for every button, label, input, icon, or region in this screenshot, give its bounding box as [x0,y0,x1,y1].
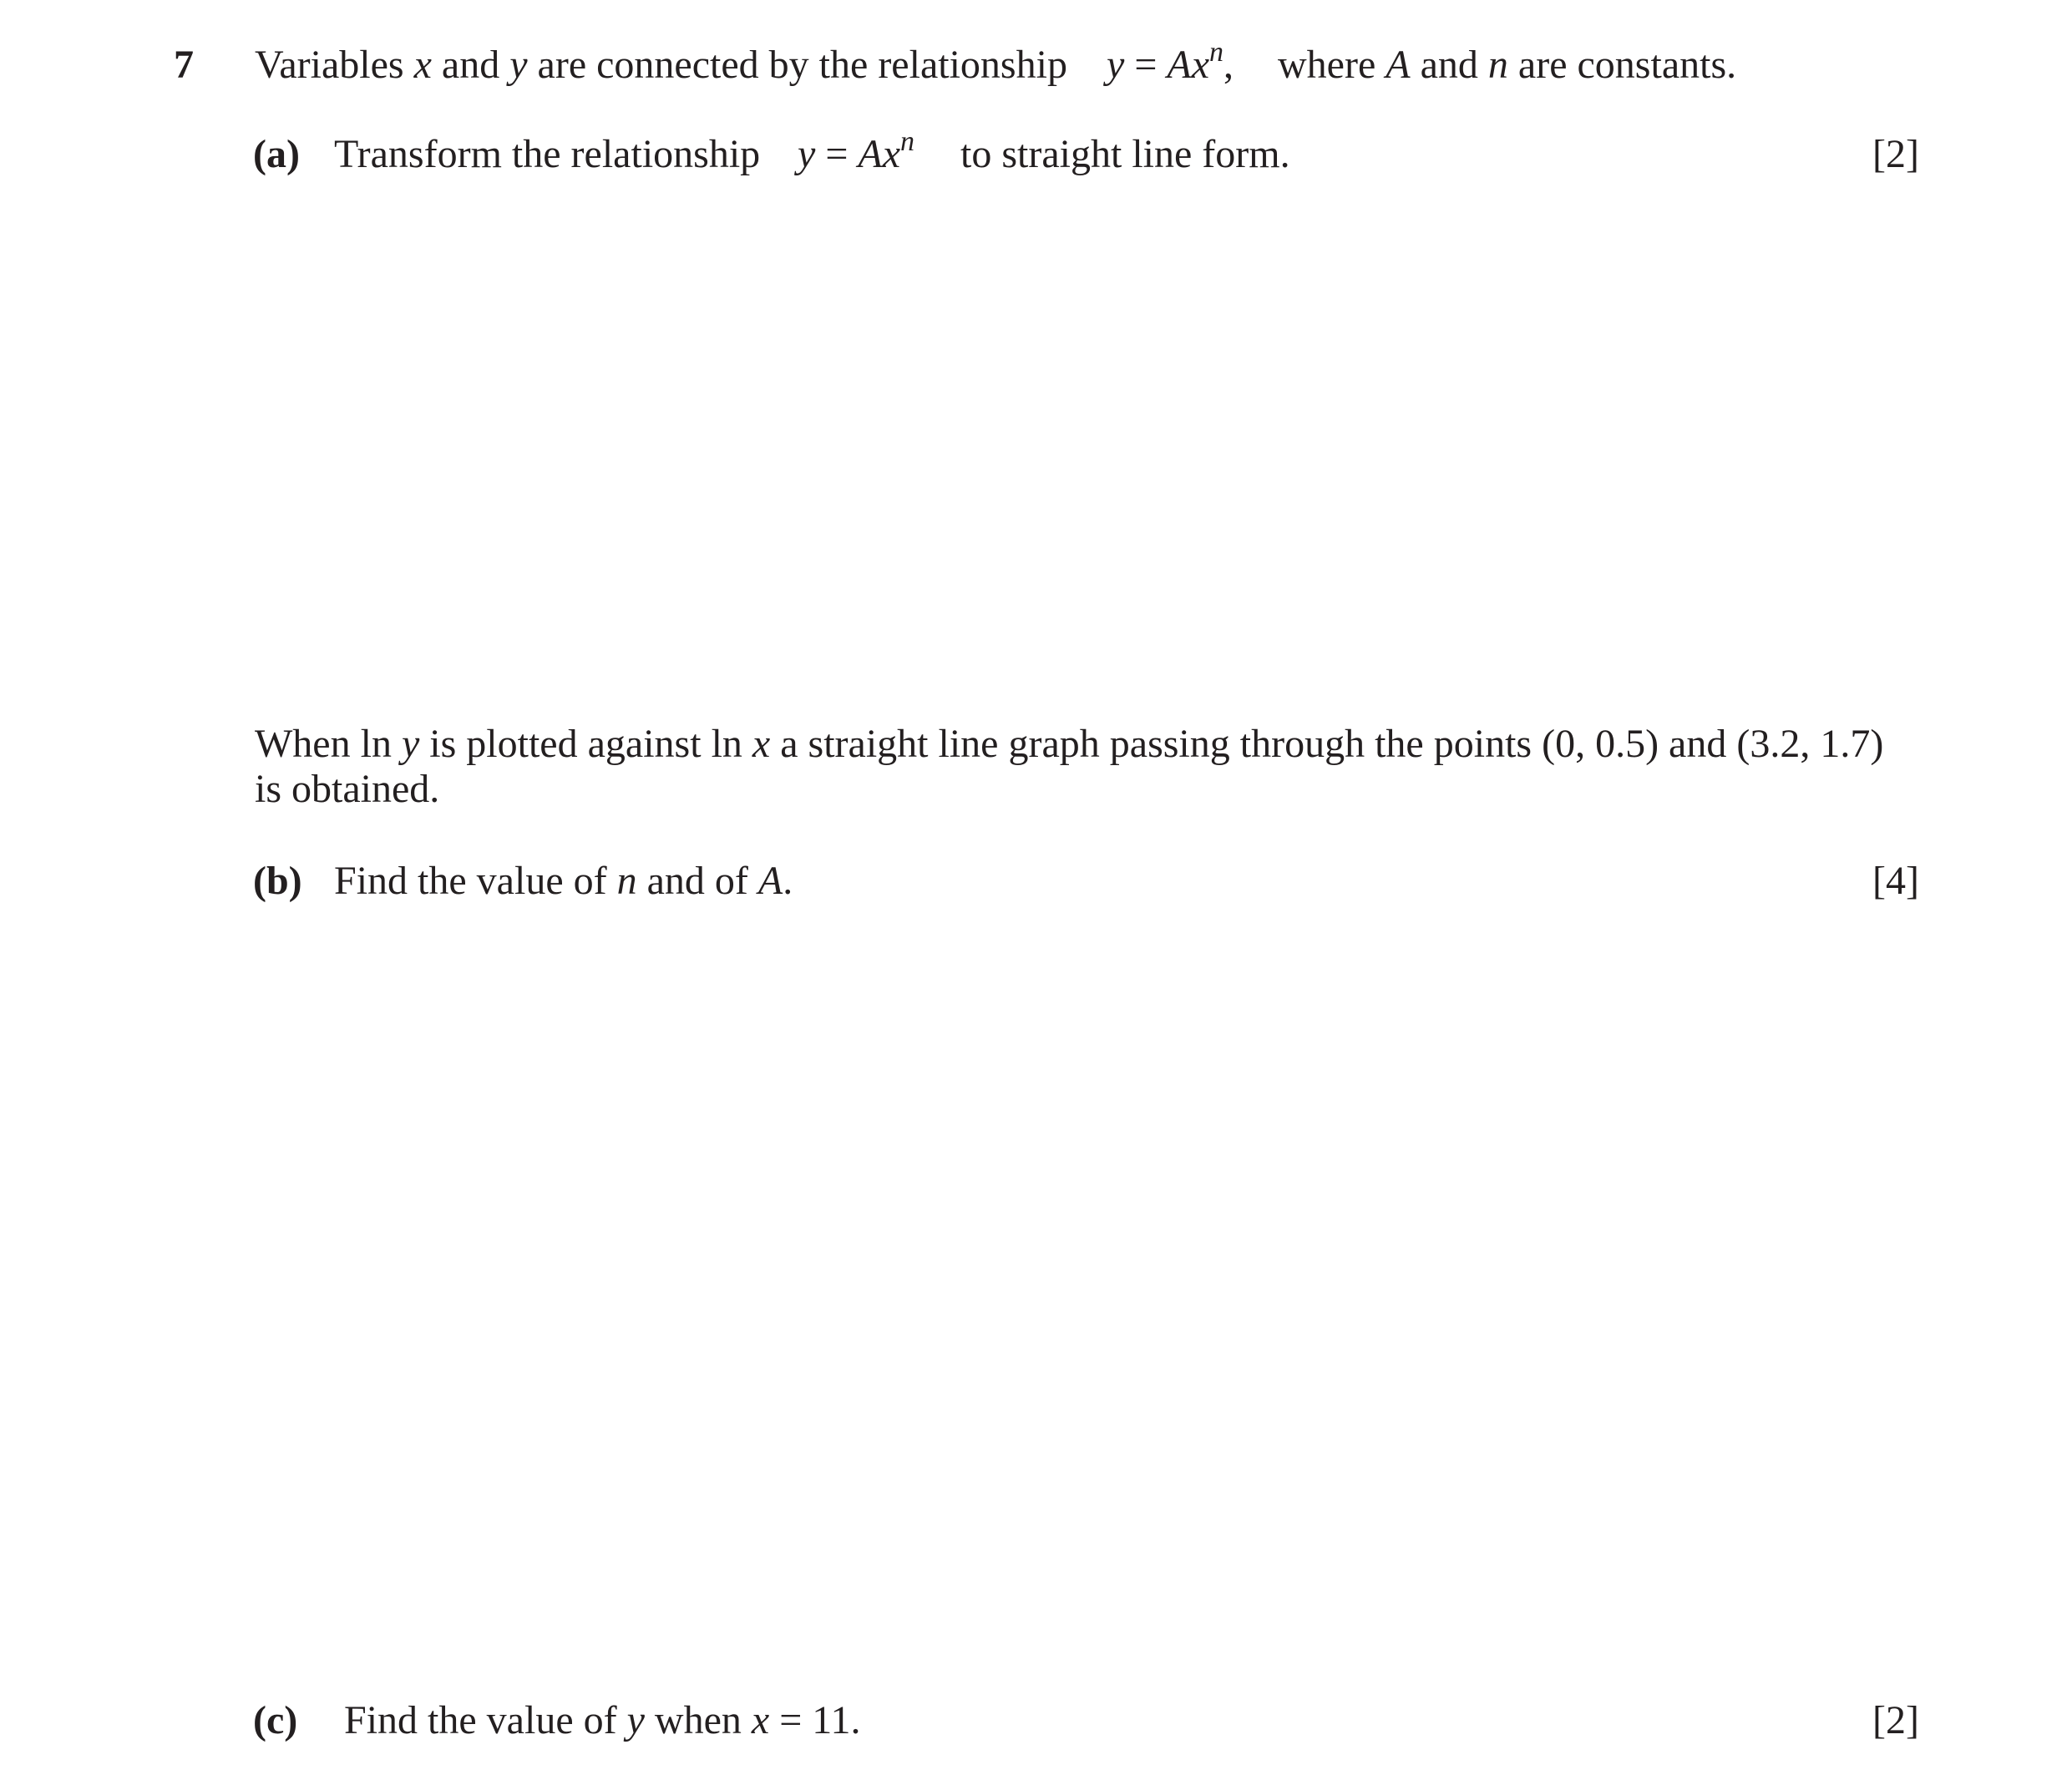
part-b-text-1: Find the value of [334,859,617,903]
part-a-text [334,134,760,175]
part-a-text-1: Transform the relationship [334,132,761,176]
part-c-var-x: x [751,1698,770,1742]
part-c-text-3: = 11. [769,1698,861,1742]
stem-text-2: and [431,43,510,87]
stem-eq-ax: Ax [1167,43,1210,87]
part-b-var-A: A [757,859,783,903]
info-text-3: a straight line graph passing through the points (0, 0.5) and (3.2, 1.7) [770,722,1884,766]
stem-eq-comma: , [1223,43,1234,87]
stem-var-n: n [1487,43,1508,87]
stem-eq-exponent: n [1209,37,1224,68]
part-c-var-y: y [626,1698,645,1742]
info-var-y: y [401,722,420,766]
part-c-text [344,1698,861,1742]
info-text-1: When [255,722,361,766]
part-b-text [334,861,793,901]
question-number: 7 [174,43,194,87]
stem-eq-equals: = [1124,43,1168,87]
part-c-text-1: Find the value of [344,1698,627,1742]
part-a-eq-equals: = [815,132,859,176]
stem-text-1: Variables [255,43,414,87]
stem-equation [1107,37,1234,87]
part-c-label: (c) [253,1698,298,1742]
part-c-text-2: when [644,1698,752,1742]
part-c-marks: [2] [1872,1698,1919,1742]
stem-text-6: are constants. [1507,43,1737,87]
part-b-marks: [4] [1872,859,1919,903]
part-b-var-n: n [616,859,637,903]
part-a-label: (a) [253,132,300,176]
part-b-label: (b) [253,859,302,903]
stem-text-4: where [1278,43,1386,87]
part-b-text-3: . [783,859,793,903]
stem-eq-y: y [1107,43,1125,87]
part-a-text-end [960,134,1290,175]
part-a-equation [798,126,915,176]
stem-var-y: y [509,43,528,87]
stem-var-x: x [413,43,432,87]
info-ln-1: ln [360,722,392,766]
info-ln-2: ln [711,722,742,766]
part-a-eq-y: y [798,132,816,176]
part-a-eq-exponent: n [900,126,915,157]
stem-constants [1278,45,1736,85]
info-line-2 [255,769,439,809]
info-line-1 [255,724,1883,764]
info-var-x: x [752,722,771,766]
part-a-marks: [2] [1872,132,1919,176]
part-b-text-2: and of [636,859,758,903]
stem-text-3: are connected by the relationship [527,43,1067,87]
part-a-eq-ax: Ax [858,132,901,176]
question-stem [255,45,1067,85]
info-text-2: is plotted against [419,722,712,766]
stem-text-5: and [1410,43,1488,87]
stem-var-A: A [1386,43,1411,87]
info-text-4: is obtained. [255,767,440,811]
part-a-text-2: to straight line form. [960,132,1290,176]
